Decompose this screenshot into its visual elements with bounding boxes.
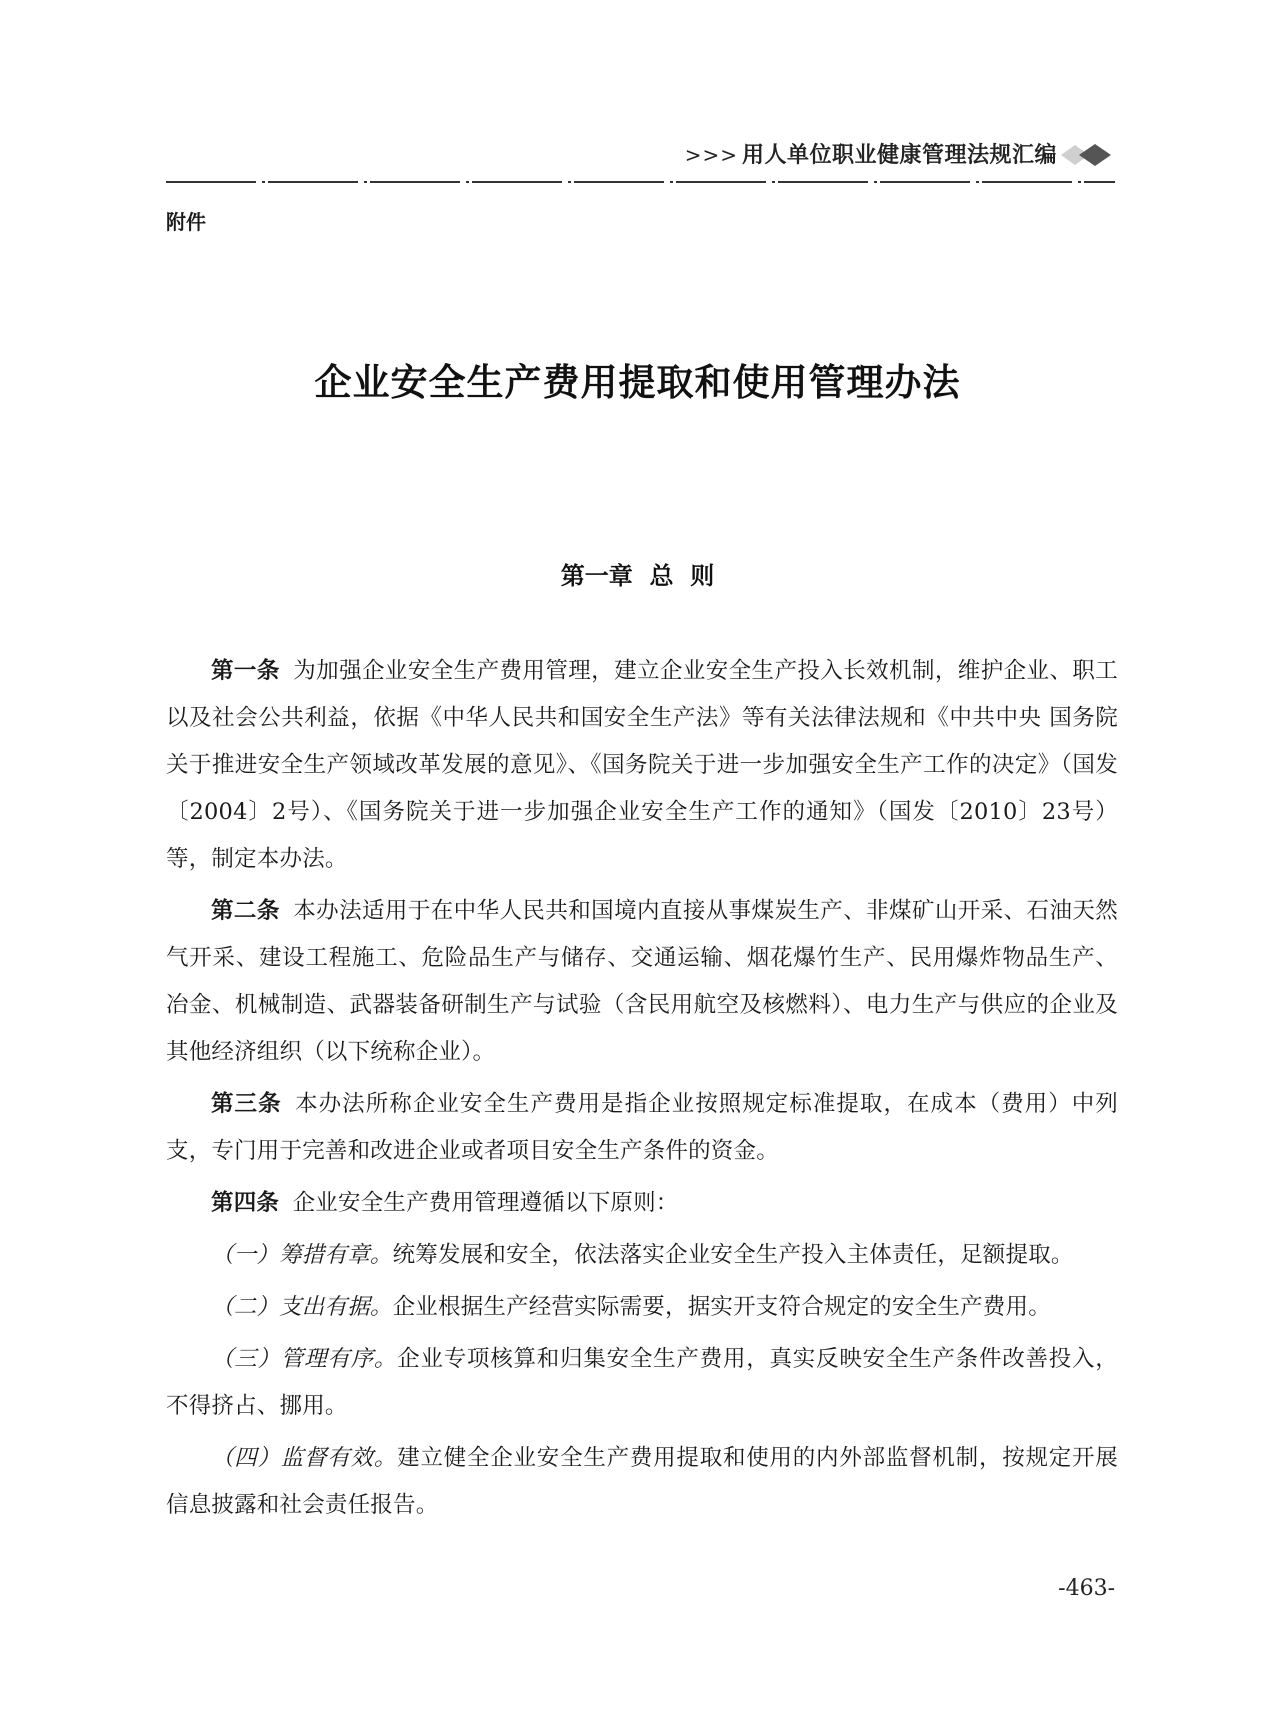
article-number: 第三条	[211, 1091, 282, 1117]
principle-key: （四）监督有效。	[211, 1445, 398, 1471]
attachment-label: 附件	[166, 210, 206, 234]
running-header	[166, 138, 1115, 172]
principle-item	[166, 1284, 1118, 1331]
principle-text: 企业根据生产经营实际需要，据实开支符合规定的安全生产费用。	[392, 1294, 1051, 1320]
principle-item	[166, 1232, 1118, 1279]
header-title-text: 用人单位职业健康管理法规汇编	[741, 143, 1057, 168]
double-diamond-icon	[1059, 142, 1115, 168]
article-paragraph	[166, 648, 1118, 883]
article-paragraph	[166, 1180, 1118, 1227]
article-paragraph	[166, 1081, 1118, 1175]
principle-text: 建立健全企业安全生产费用提取和使用的内外部监督机制，按规定开展信息披露和社会责任报告。	[166, 1445, 1118, 1518]
principle-text: 企业专项核算和归集安全生产费用，真实反映安全生产条件改善投入，不得挤占、挪用。	[166, 1346, 1118, 1419]
principle-key: （二）支出有据。	[211, 1294, 393, 1320]
article-text: 本办法适用于在中华人民共和国境内直接从事煤炭生产、非煤矿山开采、石油天然气开采、建设工程施工、危险品生产与储存、交通运输、烟花爆竹生产、民用爆炸物品生产、冶金、机械制造、武器装备研制生产与试验（含民用航空及核燃料）、电力生产与供应的企业及其他经济组织（以下统称企业）。	[166, 898, 1118, 1065]
article-text: 为加强企业安全生产费用管理，建立企业安全生产投入长效机制，维护企业、职工以及社会公共利益，依据《中华人民共和国安全生产法》等有关法律法规和《中共中央 国务院关于推进安全生产领域改革发展的意见》、《国务院关于进一步加强安全生产工作的决定》（国发〔2004〕2号）、《国务院关于进一步加强企业安全生产工作的通知》（国发〔2010〕23号）等，制定本办法。	[166, 658, 1118, 872]
principle-key: （一）筹措有章。	[211, 1242, 393, 1268]
chapter-heading: 第一章 总 则	[560, 562, 715, 590]
page-number: -463-	[1058, 1576, 1115, 1601]
header-rule-divider	[166, 180, 1115, 184]
document-title: 企业安全生产费用提取和使用管理办法	[314, 360, 961, 404]
article-number: 第四条	[211, 1190, 280, 1216]
article-number: 第二条	[211, 898, 280, 924]
article-text: 本办法所称企业安全生产费用是指企业按照规定标准提取，在成本（费用）中列支，专门用于完善和改进企业或者项目安全生产条件的资金。	[166, 1091, 1118, 1164]
document-body	[166, 648, 1118, 1534]
principle-key: （三）管理有序。	[211, 1346, 398, 1372]
article-paragraph	[166, 888, 1118, 1076]
article-number: 第一条	[211, 658, 280, 684]
principle-item	[166, 1435, 1118, 1529]
running-header-title	[685, 138, 1057, 169]
header-chevrons: >>>	[684, 143, 738, 167]
article-text: 企业安全生产费用管理遵循以下原则：	[292, 1190, 679, 1216]
principle-text: 统筹发展和安全，依法落实企业安全生产投入主体责任，足额提取。	[392, 1242, 1074, 1268]
principle-item	[166, 1336, 1118, 1430]
